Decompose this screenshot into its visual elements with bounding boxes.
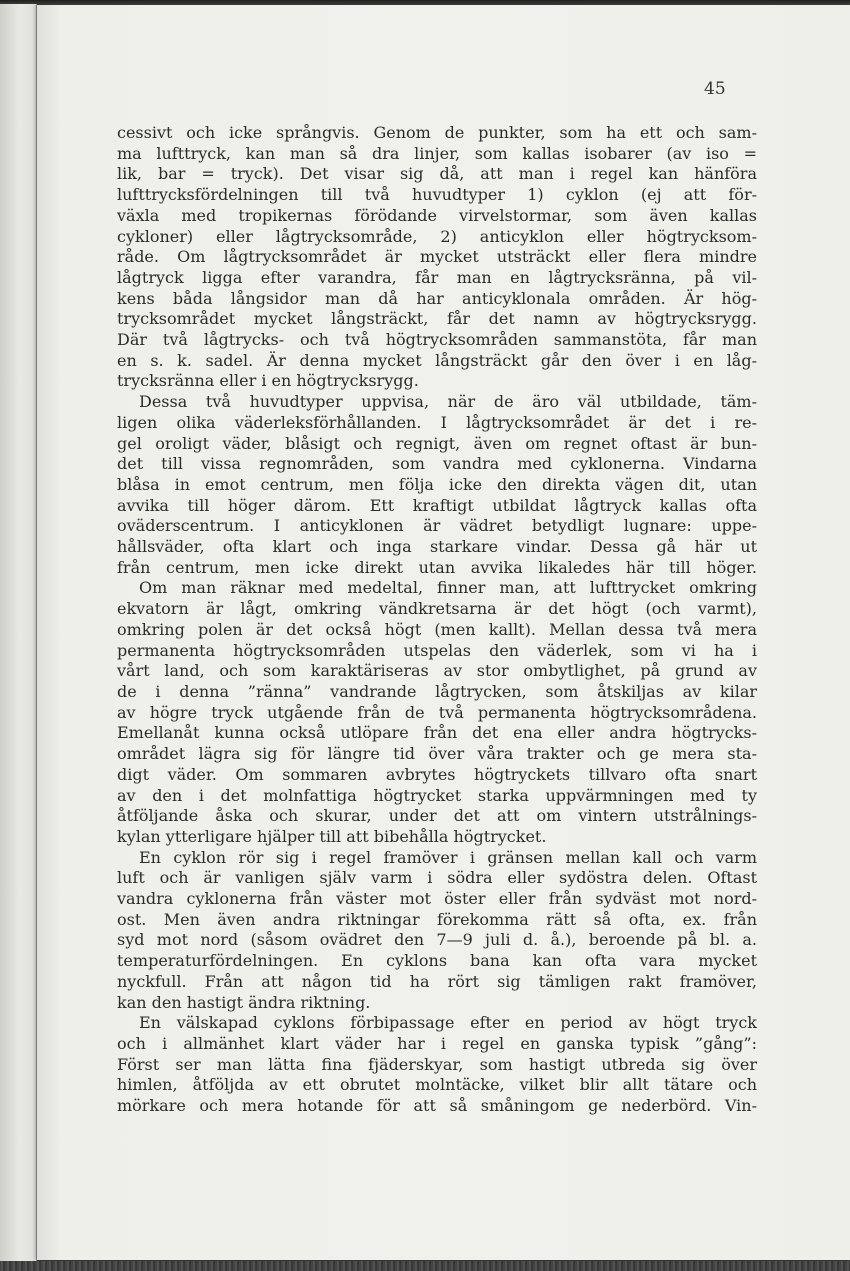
text-line: lik, bar = tryck). Det visar sig då, att man i regel kan hänföra <box>117 164 757 184</box>
text-line: lågtryck ligga efter varandra, får man en lågtrycksränna, på vil- <box>117 267 757 287</box>
text-line: de i denna ”ränna” vandrande lågtrycken, som åtskiljas av kilar <box>117 681 757 701</box>
text-line: ekvatorn är lågt, omkring vändkretsarna är det högt (och varmt), <box>117 599 757 619</box>
text-line: trycksränna eller i en högtrycksrygg. <box>117 371 419 391</box>
text-line: det till vissa regnområden, som vandra med cyklonerna. Vindarna <box>117 454 757 474</box>
text-line: råde. Om lågtrycksområdet är mycket utsträckt eller flera mindre <box>117 247 757 267</box>
text-line: växla med tropikernas förödande virvelstormar, som även kallas <box>117 205 757 225</box>
previous-page-edge <box>0 4 37 1266</box>
scan-bottom-edge <box>0 1261 850 1271</box>
text-line: luft och är vanligen själv varm i södra eller sydöstra delen. Oftast <box>117 868 757 888</box>
text-line: ost. Men även andra riktningar förekomma rätt så ofta, ex. från <box>117 909 757 929</box>
text-line: cykloner) eller lågtrycksområde, 2) anticyklon eller högtrycksom- <box>117 226 757 246</box>
text-line: oväderscentrum. I anticyklonen är vädret betydligt lugnare: uppe- <box>117 516 757 536</box>
text-line: digt väder. Om sommaren avbrytes högtryckets tillvaro ofta snart <box>117 764 757 784</box>
text-line: vårt land, och som karaktäriseras av stor ombytlighet, på grund av <box>117 661 757 681</box>
text-line: syd mot nord (såsom ovädret den 7—9 juli d. å.), beroende på bl. a. <box>117 930 757 950</box>
text-line: omkring polen är det också högt (men kallt). Mellan dessa två mera <box>117 619 757 639</box>
body-text <box>117 123 757 1117</box>
text-line: cessivt och icke språngvis. Genom de punkter, som ha ett och sam- <box>117 123 757 142</box>
text-line: kan den hastigt ändra riktning. <box>117 992 371 1012</box>
text-line: från centrum, men icke direkt utan avvika likaledes här till höger. <box>117 557 757 577</box>
text-line: ligen olika väderleksförhållanden. I lågtrycksområdet är det i re- <box>117 412 757 432</box>
text-line: permanenta högtrycksområden utspelas den väderlek, som vi ha i <box>117 640 757 660</box>
text-line: mörkare och mera hotande för att så småningom ge nederbörd. Vin- <box>117 1096 757 1116</box>
text-line: gel oroligt väder, blåsigt och regnigt, även om regnet oftast är bun- <box>117 433 757 453</box>
text-line: En cyklon rör sig i regel framöver i gränsen mellan kall och varm <box>139 847 757 867</box>
text-line: och i allmänhet klart väder har i regel en ganska typisk ”gång”: <box>117 1033 757 1053</box>
text-line: En välskapad cyklons förbipassage efter en period av högt tryck <box>139 1013 757 1033</box>
text-line: området lägra sig för längre tid över våra trakter och ge mera sta- <box>117 744 757 764</box>
text-line: en s. k. sadel. Är denna mycket långsträckt går den över i en låg- <box>117 350 757 370</box>
text-line: temperaturfördelningen. En cyklons bana kan ofta vara mycket <box>117 951 757 971</box>
text-line: nyckfull. Från att någon tid ha rört sig tämligen rakt framöver, <box>117 971 757 991</box>
text-line: ma lufttryck, kan man så dra linjer, som kallas isobarer (av iso = <box>117 143 757 163</box>
text-line: Först ser man lätta fina fjäderskyar, som hastigt utbreda sig över <box>117 1054 757 1074</box>
text-line: Emellanåt kunna också utlöpare från det ena eller andra högtrycks- <box>117 723 757 743</box>
text-line: Dessa två huvudtyper uppvisa, när de äro väl utbildade, täm- <box>139 392 757 412</box>
text-line: av den i det molnfattiga högtrycket starka uppvärmningen med ty <box>117 785 757 805</box>
text-line: trycksområdet mycket långsträckt, får det namn av högtrycksrygg. <box>117 309 757 329</box>
text-line: Om man räknar med medeltal, finner man, att lufttrycket omkring <box>139 578 757 598</box>
text-line: lufttrycksfördelningen till två huvudtyper 1) cyklon (ej att för- <box>117 185 757 205</box>
book-page <box>37 5 850 1260</box>
text-line: kens båda långsidor man då har anticyklonala områden. Är hög- <box>117 288 757 308</box>
text-line: vandra cyklonerna från väster mot öster eller från sydväst mot nord- <box>117 889 757 909</box>
text-line: kylan ytterligare hjälper till att bibehålla högtrycket. <box>117 826 547 846</box>
text-line: åtföljande åska och skurar, under det att om vintern utstrålnings- <box>117 806 757 826</box>
text-line: blåsa in emot centrum, men följa icke den direkta vägen dit, utan <box>117 474 757 494</box>
text-line: av högre tryck utgående från de två permanenta högtrycksområdena. <box>117 702 757 722</box>
text-line: hållsväder, ofta klart och inga starkare vindar. Dessa gå här ut <box>117 537 757 557</box>
text-line: avvika till höger därom. Ett kraftigt utbildat lågtryck kallas ofta <box>117 495 757 515</box>
page-number: 45 <box>704 79 726 99</box>
text-line: himlen, åtföljda av ett obrutet molntäcke, vilket blir allt tätare och <box>117 1075 757 1095</box>
text-line: Där två lågtrycks- och två högtrycksområden sammanstöta, får man <box>117 330 757 350</box>
